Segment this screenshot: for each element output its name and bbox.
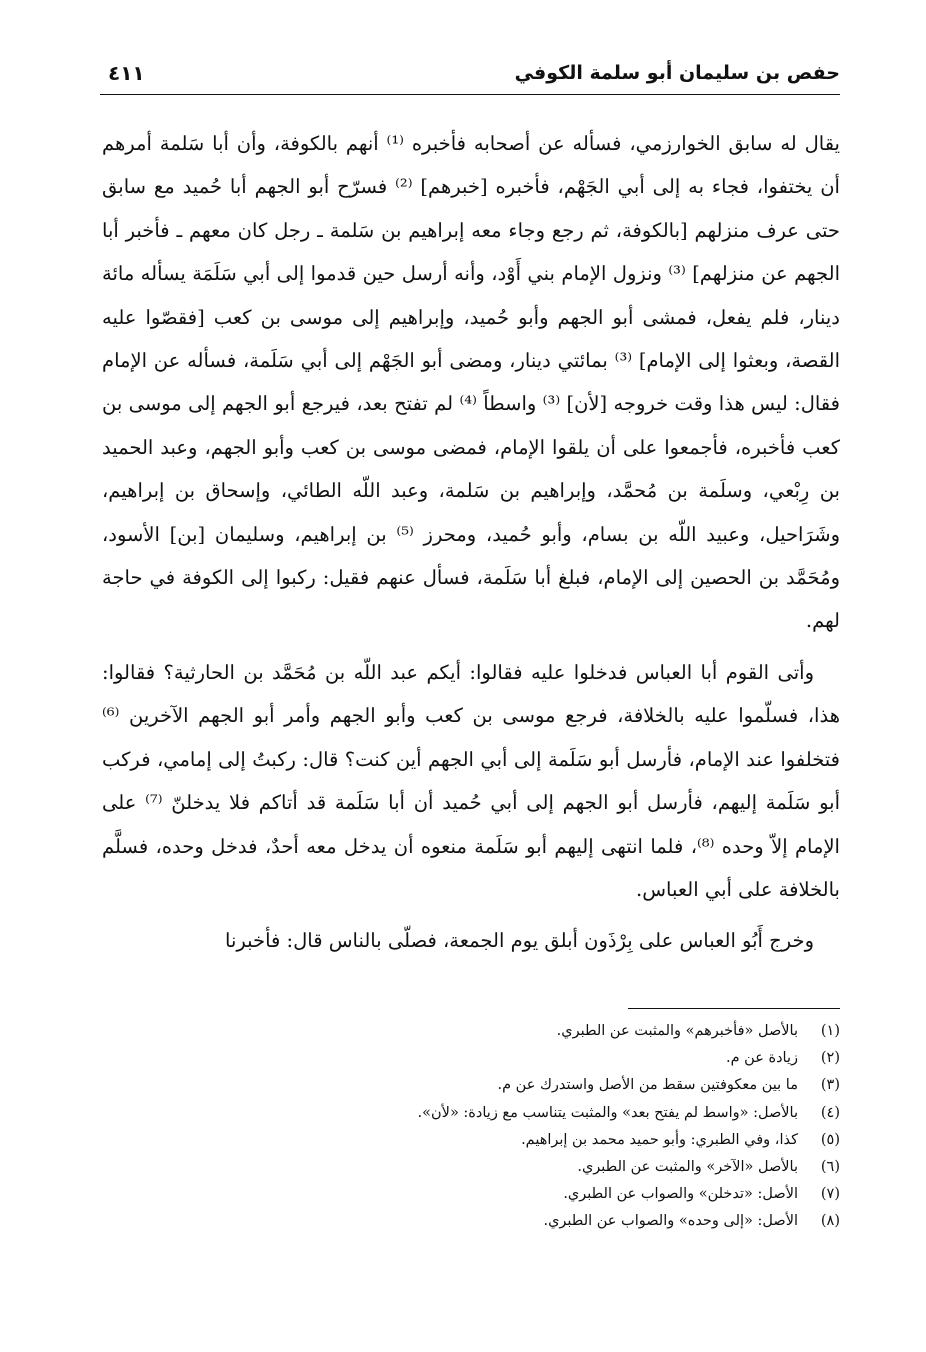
- footnote-divider: [628, 1008, 840, 1009]
- paragraph-3: وخرج أَبُو العباس على بِرْذَون أبلق يوم الجمعة، فصلّى بالناس قال: فأخبرنا: [225, 929, 814, 953]
- footnote-item: [300, 1100, 840, 1127]
- footnote-item: [300, 1208, 840, 1235]
- footnote-number: (٧): [820, 1186, 840, 1203]
- running-title: حفص بن سليمان أبو سلمة الكوفي: [514, 62, 840, 84]
- footnote-number: (٣): [820, 1077, 840, 1094]
- footnote-item: [300, 1018, 840, 1045]
- footnote-text: الأصل: «تدخلن» والصواب عن الطبري.: [563, 1186, 798, 1203]
- footnotes: [300, 1018, 840, 1236]
- main-text: [102, 122, 840, 971]
- footnote-text: كذا، وفي الطبري: وأبو حميد محمد بن إبراهيم.: [521, 1131, 798, 1148]
- footnote-item: [300, 1154, 840, 1181]
- footnote-item: [300, 1072, 840, 1099]
- footnote-text: زيادة عن م.: [725, 1050, 798, 1067]
- footnote-text: الأصل: «إلى وحده» والصواب عن الطبري.: [543, 1213, 798, 1230]
- footnote-number: (٥): [820, 1131, 840, 1148]
- footnote-text: بالأصل «فأخبرهم» والمثبت عن الطبري.: [556, 1023, 798, 1039]
- footnote-number: (٨): [820, 1213, 840, 1230]
- footnote-number: (١): [820, 1023, 840, 1039]
- header-divider: [100, 94, 840, 95]
- running-header: [100, 58, 840, 98]
- footnote-number: (٢): [820, 1050, 840, 1067]
- footnote-text: ما بين معكوفتين سقط من الأصل واستدرك عن م.: [497, 1077, 798, 1094]
- page-number: ٤١١: [108, 61, 145, 85]
- footnote-text: بالأصل: «واسط لم يفتح بعد» والمثبت يتناسب مع زيادة: «لأن».: [417, 1104, 798, 1121]
- footnote-item: [300, 1127, 840, 1154]
- footnote-number: (٦): [820, 1159, 840, 1176]
- footnote-number: (٤): [820, 1104, 840, 1121]
- footnote-item: [300, 1181, 840, 1208]
- footnote-text: بالأصل «الآخر» والمثبت عن الطبري.: [577, 1159, 798, 1176]
- paragraph-1: يقال له سابق الخوارزمي، فسأله عن أصحابه فأخبره ⁽¹⁾ أنهم بالكوفة، وأن أبا سَلمة أمرهم أن يختفوا، فجاء به إلى أبي الجَهْم، فأخبره [خبرهم] ⁽²⁾ فسرّح أبو الجهم أبا حُميد مع سابق حتى عرف منزلهم [بالكوفة، ثم رجع وجاء معه إبراهيم بن سَلمة ـ رجل كان معهم ـ فأخبر أبا الجهم عن منزلهم] ⁽³⁾ ونزول الإمام بني أَوْد، وأنه أرسل حين قدموا إلى أبي سَلَمَة يسأله مائة دينار، فلم يفعل، فمشى أبو الجهم وأبو حُميد، وإبراهيم إلى موسى بن كعب [فقصّوا عليه القصة، وبعثوا إلى الإمام] ⁽³⁾ بمائتي دينار، ومضى أبو الجَهْم إلى أبي سَلَمة، فسأله عن الإمام فقال: ليس هذا وقت خروجه [لأن] ⁽³⁾ واسطاً ⁽⁴⁾ لم تفتح بعد، فيرجع أبو الجهم إلى موسى بن كعب فأخبره، فأجمعوا على أن يلقوا الإمام، فمضى موسى بن كعب وأبو الجهم، وعبد الحميد بن رِبْعي، وسلَمة بن مُحمَّد، وإبراهيم بن سَلمة، وعبد اللّه الطائي، وإسحاق بن إبراهيم، وشَرَاحيل، وعبيد اللّه بن بسام، وأبو حُميد، ومحرز ⁽⁵⁾ بن إبراهيم، وسليمان [بن] الأسود، ومُحَمَّد بن الحصين إلى الإمام، فبلغ أبا سَلَمة، فسأل عنهم فقيل: ركبوا إلى الكوفة في حاجة لهم.: [102, 132, 841, 633]
- paragraph-2: وأتى القوم أبا العباس فدخلوا عليه فقالوا: أيكم عبد اللّه بن مُحَمَّد بن الحارثية؟ فقالوا: هذا، فسلّموا عليه بالخلافة، فرجع موسى بن كعب وأبو الجهم وأمر أبو الجهم الآخرين ⁽⁶⁾ فتخلفوا عند الإمام، فأرسل أبو سَلَمة إلى أبي الجهم أين كنت؟ قال: ركبتُ إلى إمامي، فركب أبو سَلَمة إليهم، فأرسل أبو الجهم إلى أبي حُميد أن أبا سَلَمة قد أتاكم فلا يدخلنّ ⁽⁷⁾ على الإمام إلاّ وحده ⁽⁸⁾، فلما انتهى إليهم أبو سَلَمة منعوه أن يدخل معه أحدٌ، فدخل وحده، فسلَّم بالخلافة على أبي العباس.: [102, 660, 841, 901]
- footnote-item: [300, 1045, 840, 1072]
